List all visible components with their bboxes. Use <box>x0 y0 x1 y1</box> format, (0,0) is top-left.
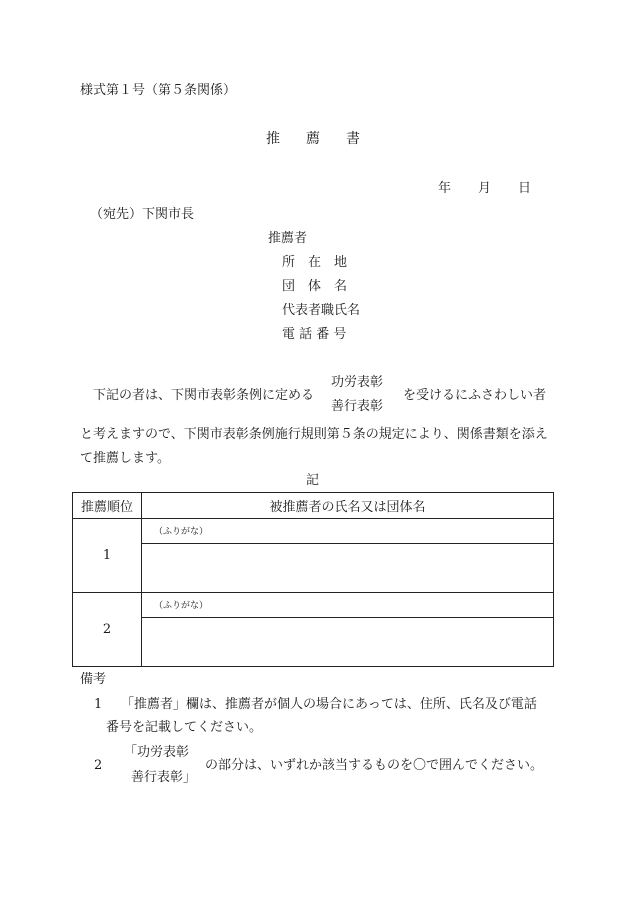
table-header-row <box>73 493 554 519</box>
title-char-3: 書 <box>346 131 360 147</box>
note-2-option-merit: 「功労表彰 <box>124 745 190 760</box>
nominee-name-field-2[interactable] <box>142 618 554 667</box>
recommender-heading: 推薦者 <box>268 231 308 246</box>
form-number: 様式第１号（第５条関係） <box>80 83 237 98</box>
statement-prefix: 下記の者は、下関市表彰条例に定める <box>93 388 315 403</box>
table-row <box>73 519 554 544</box>
table-row <box>73 544 554 593</box>
header-rank: 推薦順位 <box>73 493 142 519</box>
rank-cell-2: 2 <box>73 593 142 667</box>
note-1-number: 1 <box>94 697 103 712</box>
note-1-line-2: 番号を記載してください。 <box>106 720 263 735</box>
field-organization-label: 団 体 名 <box>282 279 348 294</box>
date-month-label: 月 <box>478 181 492 196</box>
note-2-text: の部分は、いずれか該当するものを〇で囲んでください。 <box>205 758 544 773</box>
furigana-label: （ふりがな） <box>154 527 209 537</box>
furigana-field-2[interactable] <box>142 593 554 618</box>
title-char-1: 推 <box>266 131 280 147</box>
nominee-name-field-1[interactable] <box>142 544 554 593</box>
furigana-label: （ふりがな） <box>154 601 209 611</box>
title-char-2: 薦 <box>306 131 320 147</box>
ki-marker: 記 <box>306 473 320 488</box>
rank-cell-1: 1 <box>73 519 142 593</box>
nominee-table <box>72 492 554 667</box>
note-2-option-good-deed: 善行表彰」 <box>131 770 197 785</box>
award-option-good-deed: 善行表彰 <box>331 399 384 414</box>
note-2-number: 2 <box>94 758 103 773</box>
table-row <box>73 593 554 618</box>
addressee: （宛先）下関市長 <box>90 207 195 222</box>
date-day-label: 日 <box>518 181 532 196</box>
remarks-heading: 備考 <box>80 672 107 687</box>
statement-line-3: て推薦します。 <box>80 451 170 466</box>
furigana-field-1[interactable] <box>142 519 554 544</box>
award-option-merit: 功労表彰 <box>331 375 384 390</box>
field-phone-label: 電 話 番 号 <box>282 327 347 342</box>
date-year-label: 年 <box>438 181 452 196</box>
field-representative-label: 代表者職氏名 <box>282 303 361 318</box>
note-1-line-1: 「推薦者」欄は、推薦者が個人の場合にあっては、住所、氏名及び電話 <box>121 697 537 712</box>
table-row <box>73 618 554 667</box>
field-address-label: 所 在 地 <box>282 255 348 270</box>
statement-suffix: を受けるにふさわしい者 <box>403 388 547 403</box>
header-nominee-name: 被推薦者の氏名又は団体名 <box>142 493 554 519</box>
statement-line-2: と考えますので、下関市表彰条例施行規則第５条の規定により、関係書類を添え <box>80 427 548 442</box>
